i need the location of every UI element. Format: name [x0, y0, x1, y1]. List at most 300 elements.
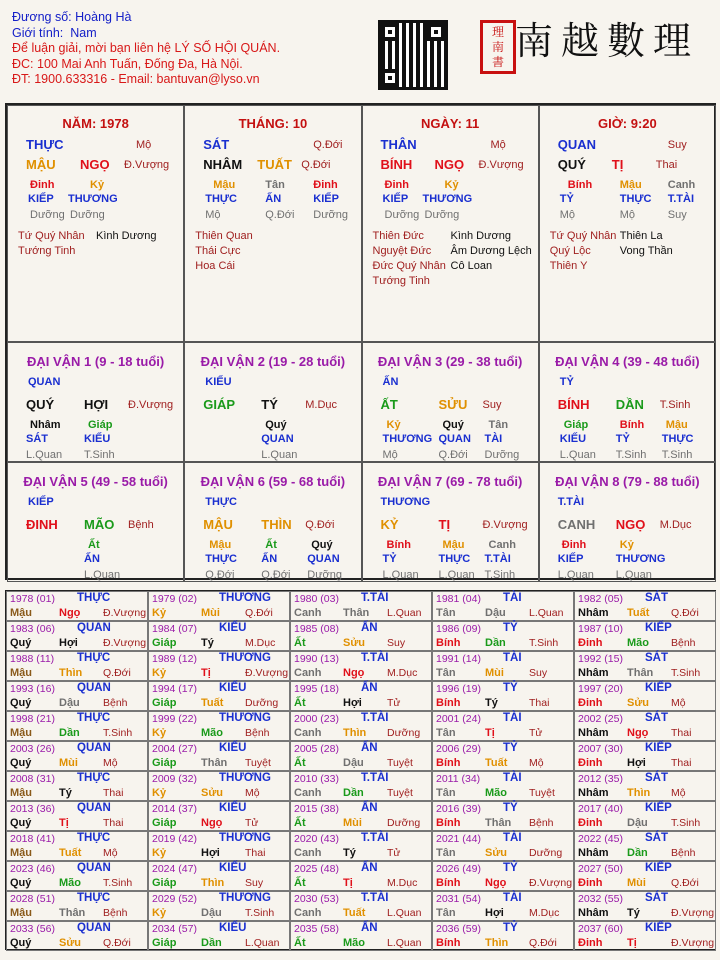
dv-hidden-state: L.Quan	[261, 449, 298, 461]
year-cell	[148, 681, 290, 711]
year-state: T.Sinh	[245, 907, 275, 919]
pillar-grid	[5, 103, 716, 580]
year-god: THỰC	[77, 652, 111, 664]
hidden-god: THỰC	[619, 193, 652, 205]
year-label: 1999 (22)	[152, 713, 197, 725]
pillar-cell	[362, 105, 539, 342]
year-label: 1996 (19)	[436, 683, 481, 695]
year-state: Bệnh	[671, 847, 696, 859]
year-cell	[290, 711, 432, 741]
year-stem: Nhâm	[578, 847, 609, 859]
year-stem: Mậu	[10, 607, 32, 619]
year-branch: Tý	[59, 787, 72, 799]
year-label: 2033 (56)	[10, 923, 55, 935]
year-state: Q.Đới	[245, 607, 273, 619]
dv-hidden-state: L.Quan	[438, 569, 475, 581]
year-branch: Ngọ	[201, 817, 223, 829]
hidden-state: Dưỡng	[30, 209, 65, 221]
dai-van-stem: GIÁP	[203, 397, 236, 412]
year-label: 2029 (52)	[152, 893, 197, 905]
year-stem: Canh	[294, 847, 322, 859]
year-god: QUAN	[77, 862, 111, 874]
year-label: 1992 (15)	[578, 653, 623, 665]
year-stem: Giáp	[152, 817, 177, 829]
year-branch: Mùi	[343, 817, 362, 829]
year-stem: Đinh	[578, 757, 603, 769]
year-branch: Hợi	[627, 757, 646, 769]
year-god: THỰC	[77, 832, 111, 844]
year-stem: Đinh	[578, 637, 603, 649]
year-label: 2026 (49)	[436, 863, 481, 875]
year-stem: Ất	[294, 937, 306, 949]
year-branch: Sửu	[59, 937, 82, 949]
year-god: TÀI	[503, 592, 522, 604]
hidden-stem: Đinh	[313, 179, 338, 191]
year-stem: Bính	[436, 757, 461, 769]
dv-hidden-state: Dưỡng	[484, 449, 520, 461]
year-cell	[290, 861, 432, 891]
dai-van-cell	[7, 342, 184, 462]
year-label: 1978 (01)	[10, 593, 55, 605]
year-cell	[148, 621, 290, 651]
year-label: 1998 (21)	[10, 713, 55, 725]
pillar-title: THÁNG: 10	[238, 116, 308, 131]
year-stem: Tân	[436, 787, 456, 799]
year-cell	[574, 651, 716, 681]
year-label: 2025 (48)	[294, 863, 339, 875]
year-branch: Thìn	[485, 937, 509, 949]
star-name: Thiên Quan	[195, 230, 253, 242]
year-state: Bệnh	[245, 727, 270, 739]
hidden-state: Dưỡng	[313, 209, 349, 221]
year-branch: Hợi	[201, 847, 220, 859]
year-god: ẤN	[361, 802, 378, 814]
dv-hidden-god: TỶ	[382, 553, 397, 565]
year-stem: Canh	[294, 607, 322, 619]
year-cell	[432, 801, 574, 831]
year-label: 2032 (55)	[578, 893, 623, 905]
dai-van-god: KIẾU	[205, 376, 232, 388]
year-stem: Kỷ	[152, 667, 167, 679]
year-stem: Mậu	[10, 727, 32, 739]
pillar-state: Mộ	[136, 139, 152, 151]
year-stem: Đinh	[578, 697, 603, 709]
year-label: 2011 (34)	[436, 773, 481, 785]
dai-van-title: ĐẠI VẬN 1 (9 - 18 tuổi)	[27, 354, 165, 369]
pillar-branch-state: Đ.Vượng	[478, 159, 524, 171]
year-cell	[432, 681, 574, 711]
year-god: KIẾU	[219, 922, 247, 934]
dv-hidden-stem: Mậu	[209, 539, 232, 551]
year-stem: Nhâm	[578, 787, 609, 799]
year-branch: Tý	[343, 847, 356, 859]
year-state: Đ.Vượng	[103, 637, 147, 649]
dai-van-branch: TÝ	[261, 397, 278, 412]
year-god: ẤN	[361, 622, 378, 634]
year-stem: Đinh	[578, 817, 603, 829]
year-cell	[290, 921, 432, 951]
year-label: 2031 (54)	[436, 893, 481, 905]
year-god: T.TÀI	[361, 592, 389, 604]
year-stem: Bính	[436, 817, 461, 829]
year-stem: Tân	[436, 607, 456, 619]
dai-van-stem: ĐINH	[26, 517, 58, 532]
dv-hidden-god: T.TÀI	[484, 553, 511, 565]
hidden-stem: Đinh	[30, 179, 55, 191]
year-state: Q.Đới	[103, 937, 131, 949]
year-stem: Quý	[10, 817, 32, 829]
dv-hidden-stem: Quý	[265, 419, 287, 431]
hidden-state: Mộ	[205, 209, 221, 221]
year-state: L.Quan	[387, 907, 422, 919]
dv-hidden-god: THỰC	[661, 433, 694, 445]
dai-van-branch: MÃO	[84, 517, 115, 532]
star-name: Đức Quý Nhân	[372, 260, 446, 272]
year-label: 1987 (10)	[578, 623, 623, 635]
star-name: Tướng Tinh	[18, 245, 76, 257]
year-label: 2009 (32)	[152, 773, 197, 785]
year-state: Thai	[671, 727, 692, 739]
year-state: Suy	[387, 637, 406, 649]
year-state: Suy	[529, 667, 548, 679]
year-branch: Thân	[627, 667, 654, 679]
star-name: Thiên Y	[549, 260, 588, 272]
year-branch: Tý	[485, 697, 498, 709]
year-state: M.Dục	[387, 667, 418, 679]
year-cell	[432, 591, 574, 621]
hidden-stem: Canh	[667, 179, 696, 191]
year-label: 2019 (42)	[152, 833, 197, 845]
year-branch: Thìn	[343, 727, 367, 739]
year-branch: Mùi	[627, 877, 646, 889]
pillar-branch-state: Thai	[655, 159, 678, 171]
year-branch: Dậu	[485, 607, 506, 619]
year-cell	[574, 591, 716, 621]
year-stem: Canh	[294, 787, 322, 799]
year-label: 1986 (09)	[436, 623, 481, 635]
year-label: 1993 (16)	[10, 683, 55, 695]
year-state: T.Sinh	[671, 817, 701, 829]
year-cell	[6, 741, 148, 771]
pillar-cell	[7, 105, 184, 342]
year-state: L.Quan	[529, 607, 564, 619]
year-state: Thai	[103, 787, 124, 799]
year-cell	[432, 861, 574, 891]
year-label: 2006 (29)	[436, 743, 481, 755]
dai-van-branch: DẦN	[615, 397, 644, 412]
dv-hidden-stem: Tân	[488, 419, 509, 431]
hidden-god: KIẾP	[313, 193, 339, 205]
year-god: KIẾP	[645, 922, 672, 934]
year-label: 2028 (51)	[10, 893, 55, 905]
dai-van-title: ĐẠI VẬN 8 (79 - 88 tuổi)	[555, 474, 700, 489]
dv-hidden-god: TỶ	[615, 433, 630, 445]
dai-van-state: T.Sinh	[659, 399, 691, 411]
year-branch: Thân	[201, 757, 228, 769]
year-label: 2003 (26)	[10, 743, 55, 755]
year-god: TÀI	[503, 772, 522, 784]
pillar-branch: NGỌ	[434, 157, 465, 172]
year-branch: Tuất	[201, 697, 224, 709]
dv-hidden-state: Dưỡng	[307, 569, 343, 581]
year-stem: Ất	[294, 637, 306, 649]
year-god: T.TÀI	[361, 832, 389, 844]
dv-hidden-state: L.Quan	[615, 569, 652, 581]
gender-value: Nam	[70, 25, 97, 40]
year-branch: Ngọ	[485, 877, 507, 889]
year-cell	[6, 801, 148, 831]
year-label: 2034 (57)	[152, 923, 197, 935]
dai-van-title: ĐẠI VẬN 2 (19 - 28 tuổi)	[200, 354, 346, 369]
year-state: Q.Đới	[671, 877, 699, 889]
dai-van-cell	[184, 462, 361, 582]
year-branch: Mão	[485, 787, 507, 799]
year-god: THỰC	[77, 712, 111, 724]
year-god: QUAN	[77, 922, 111, 934]
year-state: T.Sinh	[103, 877, 133, 889]
year-stem: Canh	[294, 907, 322, 919]
year-cell	[432, 711, 574, 741]
year-label: 1983 (06)	[10, 623, 55, 635]
dv-hidden-state: T.Sinh	[615, 449, 647, 461]
qr-code-icon	[378, 20, 448, 90]
year-label: 1979 (02)	[152, 593, 197, 605]
year-cell	[6, 891, 148, 921]
year-cell	[290, 591, 432, 621]
gender-label: Giới tính:	[12, 25, 64, 40]
dv-hidden-stem: Bính	[619, 419, 645, 431]
year-state: Bệnh	[103, 907, 128, 919]
year-god: THƯƠNG	[219, 592, 271, 604]
contact-note: Để luận giải, mời bạn liên hệ LÝ SỐ HỘI QUÁN.	[12, 41, 281, 55]
year-god: TỶ	[503, 922, 518, 934]
year-state: Dưỡng	[245, 697, 279, 709]
hidden-god: KIẾP	[28, 193, 54, 205]
year-god: THỰC	[77, 592, 111, 604]
pillar-god: THỰC	[26, 137, 64, 152]
year-stem: Nhâm	[578, 907, 609, 919]
year-god: QUAN	[77, 682, 111, 694]
dai-van-cell	[539, 342, 716, 462]
year-god: THƯƠNG	[219, 892, 271, 904]
year-label: 1988 (11)	[10, 653, 55, 665]
year-branch: Tị	[59, 817, 69, 829]
dv-hidden-god: QUAN	[307, 553, 340, 565]
year-cell	[290, 741, 432, 771]
pillar-stem: BÍNH	[380, 157, 413, 172]
year-stem: Đinh	[578, 877, 603, 889]
year-branch: Sửu	[201, 787, 224, 799]
year-state: Thai	[671, 757, 692, 769]
year-label: 2027 (50)	[578, 863, 623, 875]
hidden-stem: Mậu	[619, 179, 642, 191]
year-state: M.Dục	[387, 877, 418, 889]
year-god: KIẾP	[645, 742, 672, 754]
year-label: 2035 (58)	[294, 923, 339, 935]
hidden-state: Q.Đới	[265, 209, 295, 221]
year-branch: Thìn	[627, 787, 651, 799]
dv-hidden-god: KIẾU	[559, 433, 587, 445]
year-cell	[290, 621, 432, 651]
dai-van-title: ĐẠI VẬN 4 (39 - 48 tuổi)	[555, 354, 700, 369]
year-label: 1984 (07)	[152, 623, 197, 635]
year-state: Tử	[245, 817, 259, 829]
year-label: 1991 (14)	[436, 653, 481, 665]
year-god: THƯƠNG	[219, 712, 271, 724]
year-branch: Tuất	[343, 907, 366, 919]
year-god: SÁT	[645, 772, 668, 784]
year-branch: Sửu	[485, 847, 508, 859]
year-cell	[148, 921, 290, 951]
star-name: Âm Dương Lệch	[450, 245, 532, 257]
dai-van-branch: THÌN	[261, 517, 292, 532]
dai-van-title: ĐẠI VẬN 5 (49 - 58 tuổi)	[23, 474, 168, 489]
year-god: SÁT	[645, 592, 668, 604]
pillar-branch: TỊ	[611, 157, 624, 172]
year-cell	[574, 861, 716, 891]
year-state: Q.Đới	[529, 937, 557, 949]
year-state: Mộ	[103, 757, 118, 769]
year-god: KIẾP	[645, 682, 672, 694]
dv-hidden-stem: Giáp	[88, 419, 113, 431]
dai-van-god: ẤN	[382, 376, 399, 388]
pillar-title: GIỜ: 9:20	[597, 116, 657, 131]
dai-van-cell	[7, 462, 184, 582]
year-state: L.Quan	[245, 937, 280, 949]
star-name: Hoa Cái	[195, 260, 235, 272]
address: ĐC: 100 Mai Anh Tuấn, Đống Đa, Hà Nội.	[12, 56, 243, 71]
year-label: 2014 (37)	[152, 803, 197, 815]
hidden-state: Mộ	[559, 209, 576, 221]
year-state: Tuyệt	[529, 787, 555, 799]
year-god: KIẾU	[219, 742, 247, 754]
year-state: M.Dục	[529, 907, 560, 919]
year-stem: Giáp	[152, 937, 177, 949]
header-info	[12, 10, 280, 88]
dv-hidden-state: Q.Đới	[261, 569, 291, 581]
year-stem: Giáp	[152, 877, 177, 889]
dv-hidden-stem: Bính	[386, 539, 411, 551]
year-god: TÀI	[503, 712, 522, 724]
year-branch: Tuất	[627, 607, 650, 619]
year-state: M.Dục	[245, 637, 276, 649]
year-label: 2005 (28)	[294, 743, 339, 755]
year-stem: Kỷ	[152, 787, 167, 799]
dv-hidden-god: TÀI	[484, 433, 503, 445]
year-state: Mộ	[671, 787, 686, 799]
dai-van-state: Bệnh	[128, 519, 154, 531]
dv-hidden-stem: Quý	[311, 539, 333, 551]
year-god: TÀI	[503, 892, 522, 904]
year-label: 2030 (53)	[294, 893, 339, 905]
pillar-cell	[539, 105, 716, 342]
dv-hidden-stem: Nhâm	[30, 419, 61, 431]
year-branch: Dậu	[627, 817, 648, 829]
dv-hidden-god: ẤN	[84, 553, 100, 565]
year-state: Mộ	[245, 787, 260, 799]
year-branch: Hợi	[59, 637, 78, 649]
year-branch: Hợi	[485, 907, 504, 919]
year-god: ẤN	[361, 682, 378, 694]
year-god: KIẾU	[219, 802, 247, 814]
year-cell	[6, 681, 148, 711]
pillar-branch-state: Đ.Vượng	[124, 159, 170, 171]
dai-van-state: Q.Đới	[305, 519, 335, 531]
dv-hidden-state: T.Sinh	[84, 449, 115, 461]
year-label: 2007 (30)	[578, 743, 623, 755]
year-stem: Giáp	[152, 757, 177, 769]
year-cell	[432, 921, 574, 951]
year-state: Dưỡng	[387, 817, 421, 829]
year-label: 2024 (47)	[152, 863, 197, 875]
star-name: Tướng Tinh	[372, 275, 430, 287]
year-label: 2002 (25)	[578, 713, 623, 725]
year-cell	[290, 771, 432, 801]
year-cell	[6, 591, 148, 621]
dv-hidden-god: THƯƠNG	[615, 553, 666, 565]
dai-van-branch: NGỌ	[615, 517, 646, 532]
year-branch: Dậu	[343, 757, 364, 769]
year-cell	[148, 801, 290, 831]
dai-van-state: Suy	[482, 399, 502, 411]
year-stem: Kỷ	[152, 727, 167, 739]
year-state: Suy	[245, 877, 264, 889]
brand-logo: 南越數理	[515, 19, 700, 63]
dai-van-title: ĐẠI VẬN 6 (59 - 68 tuổi)	[200, 474, 346, 489]
dai-van-cell	[539, 462, 716, 582]
year-god: ẤN	[361, 862, 378, 874]
dai-van-stem: BÍNH	[557, 397, 590, 412]
dai-van-state: Đ.Vượng	[128, 399, 174, 411]
year-label: 2010 (33)	[294, 773, 339, 785]
dv-hidden-god: QUAN	[438, 433, 471, 445]
year-cell	[432, 741, 574, 771]
owner-name: Hoàng Hà	[75, 10, 132, 24]
dv-hidden-state: L.Quan	[557, 569, 594, 581]
year-cell	[290, 891, 432, 921]
year-cell	[432, 651, 574, 681]
year-label: 1980 (03)	[294, 593, 339, 605]
dai-van-state: M.Dục	[659, 519, 692, 531]
year-stem: Quý	[10, 757, 32, 769]
year-stem: Nhâm	[578, 727, 609, 739]
year-state: Tử	[387, 697, 401, 709]
year-stem: Bính	[436, 637, 461, 649]
year-label: 2001 (24)	[436, 713, 481, 725]
star-name: Thiên La	[619, 230, 663, 242]
dv-hidden-god: SÁT	[26, 433, 48, 445]
star-name: Vong Thần	[619, 245, 673, 257]
year-state: Tử	[529, 727, 543, 739]
year-stem: Canh	[294, 727, 322, 739]
year-branch: Tý	[201, 637, 214, 649]
hidden-stem: Kỷ	[90, 179, 105, 191]
year-god: THỰC	[77, 772, 111, 784]
year-state: Thai	[529, 697, 550, 709]
year-branch: Dậu	[201, 907, 222, 919]
star-name: Kình Dương	[450, 230, 511, 242]
year-god: KIẾP	[645, 802, 672, 814]
year-branch: Mùi	[59, 757, 78, 769]
year-label: 2008 (31)	[10, 773, 55, 785]
pillar-stem: QUÝ	[557, 157, 586, 172]
year-god: TÀI	[503, 832, 522, 844]
star-name: Tứ Quý Nhân	[549, 230, 617, 242]
year-branch: Mùi	[485, 667, 504, 679]
year-cell	[574, 831, 716, 861]
year-label: 1982 (05)	[578, 593, 623, 605]
dai-van-state: M.Dục	[305, 399, 338, 411]
